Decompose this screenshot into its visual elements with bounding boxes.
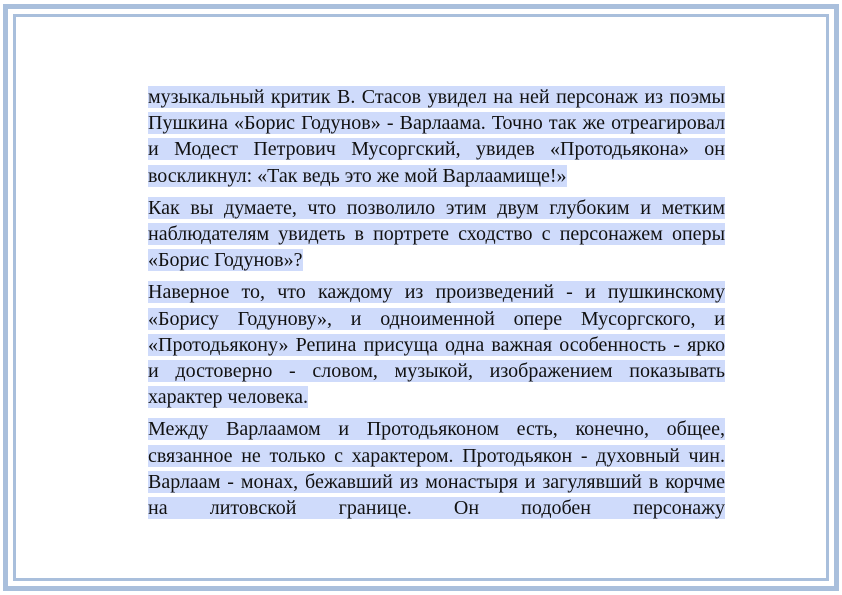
paragraph-1 xyxy=(148,84,725,189)
paragraph-3-text: Наверное то, что каждому из произведений - и пушкинскому «Борису Годунову», и одноименной опере Мусоргского, и «Протодьякону» Репина присуща одна важная особенность - ярко и достоверно - словом, музыкой, изображением показывать характер человека. xyxy=(148,281,725,409)
paragraph-2-text: Как вы думаете, что позволило этим двум глубоким и метким наблюдателям увидеть в портрете сходство с персонажем оперы «Борис Годунов»? xyxy=(148,196,725,272)
paragraph-2 xyxy=(148,195,725,274)
paragraph-4 xyxy=(148,416,725,521)
paragraph-4-text: Между Варлаамом и Протодьяконом есть, конечно, общее, связанное не только с характером. Протодьякон - духовный чин. Варлаам - монах, бежавший из монастыря и загулявший в корчме на литовской границе. Он подобен персонажу xyxy=(148,418,725,520)
paragraph-3 xyxy=(148,279,725,410)
paragraph-1-text: музыкальный критик В. Стасов увидел на ней персонаж из поэмы Пушкина «Борис Годунов» - Варлаама. Точно так же отреагировал и Модест Петрович Мусоргский, увидев «Протодьякона» он воскликнул: «Так ведь это же мой Варлаамище!» xyxy=(148,86,725,187)
slide-text-block xyxy=(148,84,725,554)
